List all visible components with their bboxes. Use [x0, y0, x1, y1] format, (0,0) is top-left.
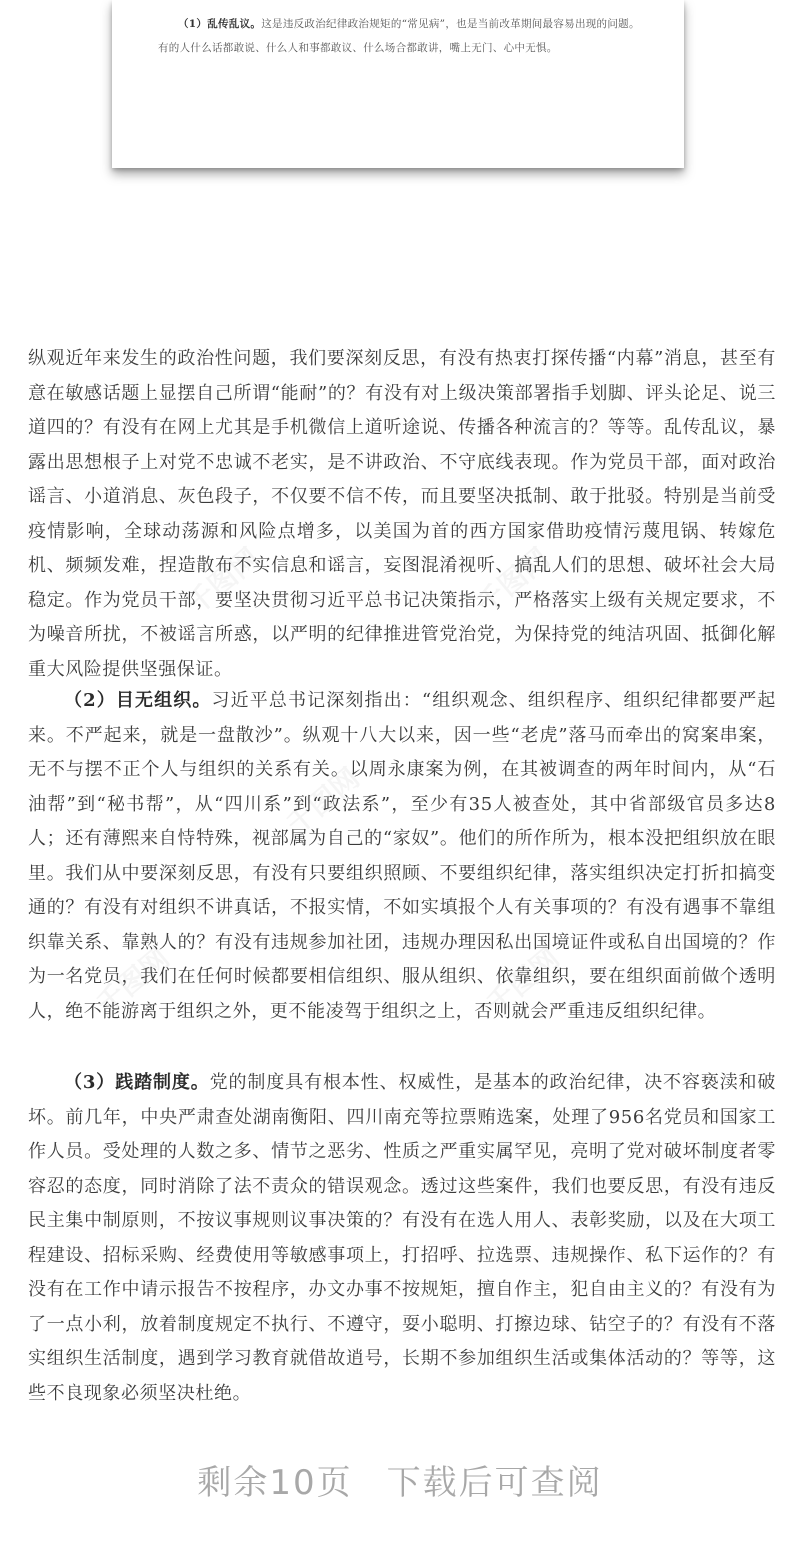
preview-card-text: [158, 12, 642, 60]
watermark: 千图网: [280, 761, 366, 841]
watermark: 千图网: [480, 941, 566, 1021]
paragraph-3: [28, 1066, 776, 1411]
download-prompt[interactable]: [0, 1455, 800, 1504]
preview-lead: （1）乱传乱议。: [178, 18, 262, 30]
paragraph-3-text: 党的制度具有根本性、权威性，是基本的政治纪律，决不容亵渎和破坏。前几年，中央严肃查处湖南衡阳、四川南充等拉票贿选案，处理了956名党员和国家工作人员。受处理的人数之多、情节之恶劣、性质之严重实属罕见，亮明了党对破坏制度者零容忍的态度，同时消除了法不责众的错误观念。透过这些案件，我们也要反思，有没有违反民主集中制原则，不按议事规则议事决策的？有没有在选人用人、表彰奖励，以及在大项工程建设、招标采购、经费使用等敏感事项上，打招呼、拉选票、违规操作、私下运作的？有没有在工作中请示报告不按程序，办文办事不按规矩，擅自作主，犯自由主义的？有没有为了一点小利，放着制度规定不执行、不遵守，耍小聪明、打擦边球、钻空子的？有没有不落实组织生活制度，遇到学习教育就借故逍号，长期不参加组织生活或集体活动的？等等，这些不良现象必须坚决杜绝。: [28, 1072, 777, 1404]
remaining-pages-label: 剩余10页: [197, 1463, 353, 1503]
download-to-view-label: 下载后可查阅: [386, 1463, 603, 1503]
paragraph-3-lead: （3）践踏制度。: [64, 1072, 210, 1093]
paragraph-2: [28, 684, 776, 1029]
watermark: 千图网: [470, 541, 556, 621]
document-preview-card: [112, 0, 684, 168]
paragraph-2-lead: （2）目无组织。: [64, 690, 212, 711]
preview-body: 这是违反政治纪律政治规矩的“常见病”，也是当前改革期间最容易出现的问题。有的人什么话都敢说、什么人和事都敢议、什么场合都敢讲，嘴上无门、心中无惧。: [158, 18, 640, 54]
paragraph-1-text: 纵观近年来发生的政治性问题，我们要深刻反思，有没有热衷打探传播“内幕”消息，甚至有意在敏感话题上显摆自己所谓“能耐”的？有没有对上级决策部署指手划脚、评头论足、说三道四的？有没有在网上尤其是手机微信上道听途说、传播各种流言的？等等。乱传乱议，暴露出思想根子上对党不忠诚不老实，是不讲政治、不守底线表现。作为党员干部，面对政治谣言、小道消息、灰色段子，不仅要不信不传，而且要坚决抵制、敢于批驳。特别是当前受疫情影响，全球动荡源和风险点增多，以美国为首的西方国家借助疫情污蔑甩锅、转嫁危机、频频发难，捏造散布不实信息和谣言，妄图混淆视听、搞乱人们的思想、破坏社会大局稳定。作为党员干部，要坚决贯彻习近平总书记决策指示，严格落实上级有关规定要求，不为噪音所扰，不被谣言所惑，以严明的纪律推进管党治党，为保持党的纯洁巩固、抵御化解重大风险提供坚强保证。: [28, 348, 776, 680]
watermark: 千图网: [180, 541, 266, 621]
paragraph-1: [28, 342, 776, 687]
paragraph-2-text: 习近平总书记深刻指出：“组织观念、组织程序、组织纪律都要严起来。不严起来，就是一盘散沙”。纵观十八大以来，因一些“老虎”落马而牵出的窝案串案，无不与摆不正个人与组织的关系有关。以周永康案为例，在其被调查的两年时间内，从“石油帮”到“秘书帮”，从“四川系”到“政法系”，至少有35人被查处，其中省部级官员多达8人；还有薄熙来自恃特殊，视部属为自己的“家奴”。他们的所作所为，根本没把组织放在眼里。我们从中要深刻反思，有没有只要组织照顾、不要组织纪律，落实组织决定打折扣搞变通的？有没有对组织不讲真话，不报实情，不如实填报个人有关事项的？有没有遇事不靠组织靠关系、靠熟人的？有没有违规参加社团，违规办理因私出国境证件或私自出国境的？作为一名党员，我们在任何时候都要相信组织、服从组织、依靠组织，要在组织面前做个透明人，绝不能游离于组织之外，更不能凌驾于组织之上，否则就会严重违反组织纪律。: [28, 690, 777, 1022]
watermark: 千图网: [90, 941, 176, 1021]
